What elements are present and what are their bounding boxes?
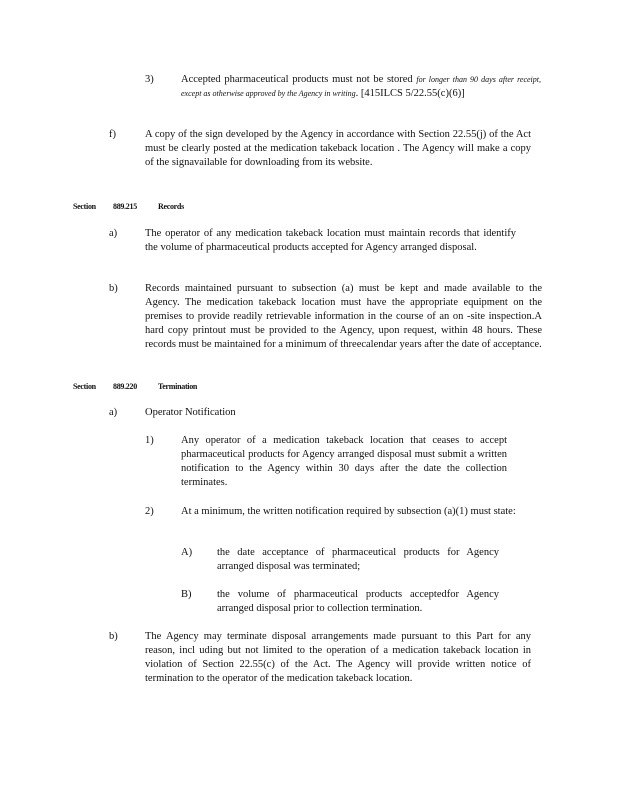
item-f-marker: f)	[109, 129, 116, 140]
item-3-text-italic: for longer than 90 days after receipt, except as otherwise approved by the Agency in writing	[181, 75, 542, 98]
section-220-b-text: The Agency may terminate disposal arrangements made pursuant to this Part for any reason, incl uding but not limited to the operation of a medication takeback location in violation of Section 22.55(c) of the Act. The Agency will provide written notice of termination to the operator of the medication takeback location.	[145, 631, 531, 684]
item-3-text-a: Accepted pharmaceutical products must not be stored	[181, 74, 413, 85]
section-220-number: 889.220	[113, 382, 137, 391]
section-220-a1-marker: 1)	[145, 435, 154, 446]
section-220-b-marker: b)	[109, 631, 118, 642]
section-215-a-marker: a)	[109, 228, 118, 239]
section-220-a-heading: Operator Notification	[145, 407, 236, 418]
section-220-label: Section	[73, 382, 96, 391]
section-220-a1-text: Any operator of a medication takeback location that ceases to accept pharmaceutical products for Agency arranged disposal must submit a written notification to the Agency within 30 days after the date the collection terminates.	[181, 435, 507, 488]
section-215-title: Records	[158, 202, 184, 211]
item-3-text	[181, 73, 541, 101]
item-3-text-end: . [415ILCS 5/22.55(c)(6)]	[355, 88, 465, 99]
section-220-a2-marker: 2)	[145, 506, 154, 517]
section-220-a2A-text: the date acceptance of pharmaceutical products for Agency arranged disposal was terminated;	[217, 547, 499, 572]
item-f-text: A copy of the sign developed by the Agency in accordance with Section 22.55(j) of the Act must be clearly posted at the medication takeback location . The Agency will make a copy of the signavailable for downloading from its website.	[145, 129, 531, 168]
section-220-title: Termination	[158, 382, 198, 391]
section-220-a2A-marker: A)	[181, 547, 193, 558]
section-215-number: 889.215	[113, 202, 137, 211]
section-215-a-text: The operator of any medication takeback location must maintain records that identify the volume of pharmaceutical products accepted for Agency arranged disposal.	[145, 228, 516, 253]
section-220-a2B-marker: B)	[181, 589, 192, 600]
section-220-a2-text: At a minimum, the written notification required by subsection (a)(1) must state:	[181, 506, 516, 517]
section-220-a-marker: a)	[109, 407, 118, 418]
section-215-b-marker: b)	[109, 283, 118, 294]
section-215-label: Section	[73, 202, 96, 211]
item-3-marker: 3)	[145, 74, 154, 85]
section-215-b-text: Records maintained pursuant to subsection (a) must be kept and made available to the Agency. The medication takeback location must have the appropriate equipment on the premises to provide readily retrievable information in the course of an on -site inspection.A hard copy printout must be provided to the Agency, upon request, within 48 hours. These records must be maintained for a minimum of threecalendar years after the date of acceptance.	[145, 283, 542, 350]
section-220-a2B-text: the volume of pharmaceutical products acceptedfor Agency arranged disposal prior to collection termination.	[217, 589, 499, 614]
